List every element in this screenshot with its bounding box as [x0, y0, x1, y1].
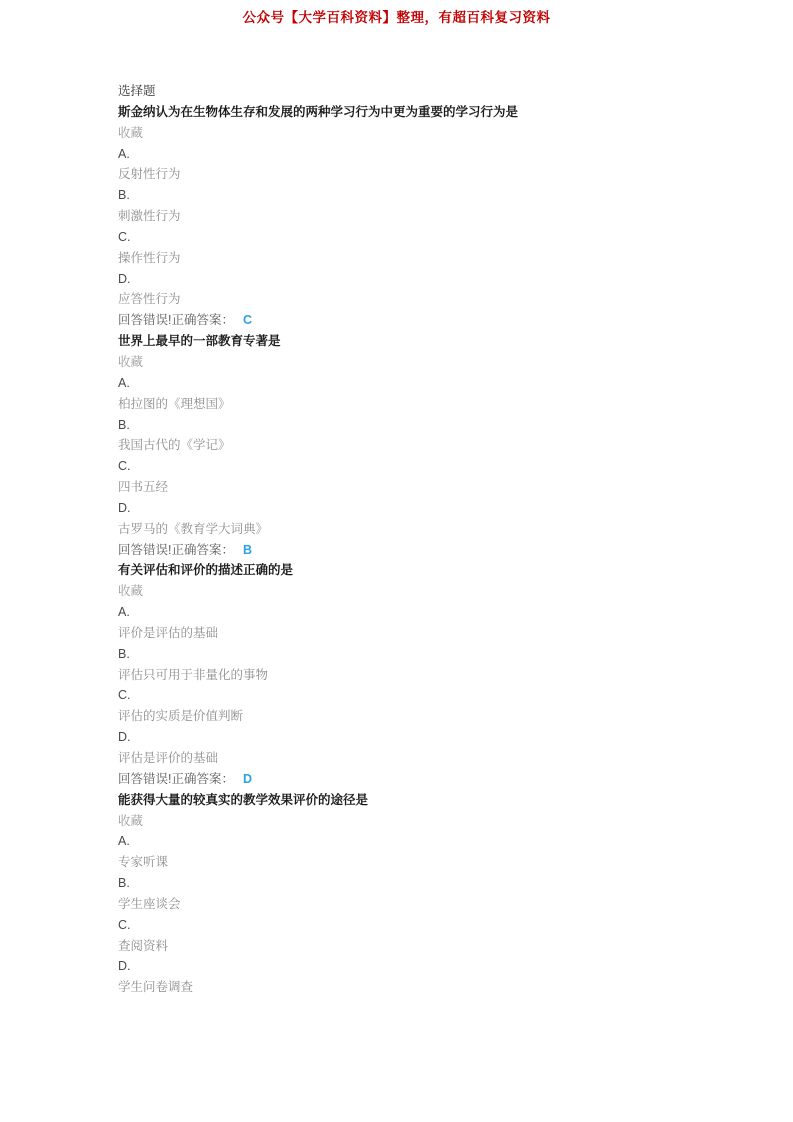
option-text: 评估是评价的基础 — [118, 751, 219, 765]
question-block — [118, 560, 738, 789]
answer-prefix: 回答错误!正确答案： — [118, 542, 234, 557]
option-letter: A. — [118, 834, 130, 849]
option-letter: C. — [118, 688, 131, 703]
option-letter: A. — [118, 146, 130, 161]
correct-answer-letter: B — [242, 542, 253, 557]
question-title: 世界上最早的一部教育专著是 — [118, 334, 281, 349]
option-letter: D. — [118, 959, 131, 974]
option-text: 学生问卷调查 — [118, 980, 194, 995]
option-text: 反射性行为 — [118, 167, 181, 182]
option-letter: B. — [118, 646, 130, 661]
favorite-label: 收藏 — [118, 125, 144, 140]
favorite-label: 收藏 — [118, 813, 144, 828]
favorite-label: 收藏 — [118, 354, 144, 369]
answer-prefix: 回答错误!正确答案： — [118, 313, 234, 328]
question-block — [118, 331, 738, 560]
page-header-note: 公众号【大学百科资料】整理，有超百科复习资料 — [242, 10, 551, 25]
option-letter: C. — [118, 917, 131, 932]
option-letter: B. — [118, 417, 130, 432]
answer-prefix: 回答错误!正确答案： — [118, 771, 234, 786]
option-letter: D. — [118, 271, 131, 286]
correct-answer-letter: C — [242, 313, 253, 328]
option-text: 评估只可用于非量化的事物 — [118, 667, 269, 682]
option-text: 学生座谈会 — [118, 896, 181, 911]
option-text: 评估的实质是价值判断 — [118, 709, 244, 724]
question-title: 有关评估和评价的描述正确的是 — [118, 563, 294, 578]
answer-line — [118, 769, 738, 790]
question-block — [118, 790, 738, 998]
answer-line — [118, 540, 738, 561]
section-label: 选择题 — [118, 84, 156, 98]
question-title: 能获得大量的较真实的教学效果评价的途径是 — [118, 792, 369, 807]
option-letter: D. — [118, 500, 131, 515]
option-text: 操作性行为 — [118, 250, 181, 265]
option-text: 应答性行为 — [118, 292, 181, 307]
favorite-label: 收藏 — [118, 584, 144, 599]
question-title: 斯金纳认为在生物体生存和发展的两种学习行为中更为重要的学习行为是 — [118, 104, 519, 119]
option-text: 评价是评估的基础 — [118, 625, 219, 640]
option-text: 古罗马的《教育学大词典》 — [118, 521, 269, 536]
option-letter: A. — [118, 375, 130, 390]
question-block — [118, 102, 738, 331]
option-text: 柏拉图的《理想国》 — [118, 396, 231, 411]
option-text: 我国古代的《学记》 — [118, 438, 231, 453]
option-letter: B. — [118, 876, 130, 891]
option-text: 刺激性行为 — [118, 209, 181, 224]
option-text: 专家听课 — [118, 855, 169, 870]
answer-line — [118, 310, 738, 331]
option-letter: C. — [118, 459, 131, 474]
option-letter: B. — [118, 188, 130, 203]
option-text: 查阅资料 — [118, 938, 169, 953]
option-letter: D. — [118, 730, 131, 745]
option-letter: A. — [118, 605, 130, 620]
option-letter: C. — [118, 229, 131, 244]
correct-answer-letter: D — [242, 771, 253, 786]
document-content — [118, 81, 738, 998]
option-text: 四书五经 — [118, 480, 169, 495]
